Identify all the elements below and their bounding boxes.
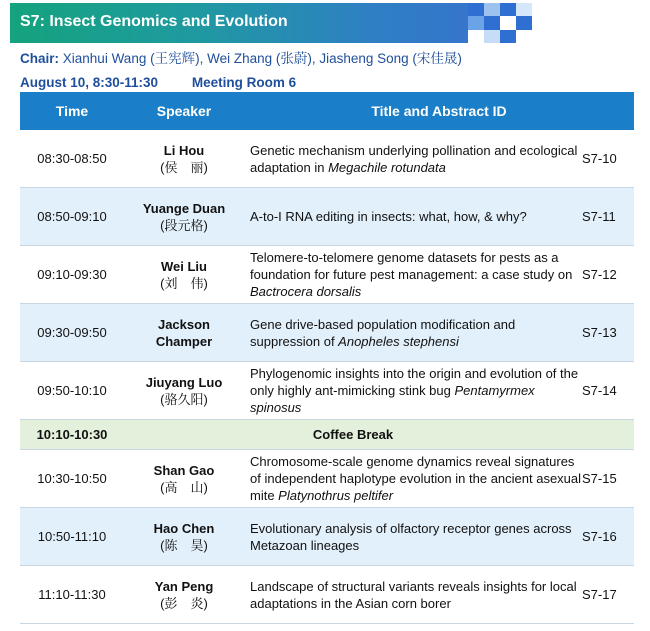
speaker-name: Hao Chen — [153, 520, 215, 536]
title-text: A-to-I RNA editing in insects: what, how, & why? — [250, 209, 527, 224]
row-time: 10:10-10:30 — [36, 427, 108, 442]
title-text: Chromosome-scale genome dynamics reveal signatures of independent haplotype evolution in the ancient asexual mite — [250, 454, 582, 503]
row-speaker — [124, 258, 244, 292]
row-speaker — [124, 520, 244, 554]
break-label: Coffee Break — [312, 427, 394, 442]
header-speaker: Speaker — [156, 103, 212, 119]
title-text: Evolutionary analysis of olfactory receptor genes across Metazoan lineages — [250, 520, 572, 553]
row-abstract-id: S7-10 — [582, 151, 617, 166]
chair-label: Chair: — [20, 51, 60, 66]
speaker-name-cn: (陈 昊) — [160, 537, 208, 553]
row-abstract-id: S7-11 — [582, 209, 616, 224]
title-species: Megachile rotundata — [328, 159, 446, 175]
title-text: Landscape of structural variants reveals insights for local adaptations in the Asian corn borer — [250, 578, 577, 611]
row-abstract-id: S7-12 — [582, 267, 617, 282]
title-text: Genetic mechanism underlying pollination and ecological adaptation in — [250, 142, 578, 175]
chair-names: Xianhui Wang (王宪辉), Wei Zhang (张蔚), Jiasheng Song (宋佳晟) — [62, 51, 462, 66]
speaker-name: Li Hou — [163, 142, 205, 158]
row-speaker — [124, 578, 244, 612]
coffee-break-row — [20, 420, 634, 450]
session-title: S7: Insect Genomics and Evolution — [20, 13, 288, 30]
title-text: Gene drive-based population modification and suppression of — [250, 316, 516, 349]
title-species: Platynothrus peltifer — [278, 488, 394, 503]
row-time: 09:30-09:50 — [37, 325, 107, 340]
table-row — [20, 362, 634, 420]
title-species: Bactrocera dorsalis — [250, 284, 362, 299]
table-row — [20, 188, 634, 246]
speaker-name: Jiuyang Luo — [145, 374, 223, 390]
row-time: 11:10-11:30 — [38, 587, 106, 602]
checker-logo-icon — [468, 3, 532, 43]
session-date: August 10, 8:30-11:30 — [20, 75, 159, 90]
schedule-table — [20, 92, 634, 624]
speaker-name: Yuange Duan — [142, 200, 226, 216]
row-title — [244, 578, 582, 612]
row-title — [244, 316, 582, 350]
row-title — [244, 208, 582, 225]
row-title — [244, 520, 582, 554]
speaker-name-cn: (段元格) — [160, 217, 208, 233]
speaker-name-cn: (彭 炎) — [160, 595, 208, 611]
speaker-name-cn: (高 山) — [160, 479, 208, 495]
row-title — [244, 142, 582, 176]
row-time: 09:10-09:30 — [37, 267, 107, 282]
title-species: Anopheles stephensi — [338, 333, 459, 349]
table-row — [20, 246, 634, 304]
speaker-name-cn: (骆久阳) — [160, 391, 208, 407]
row-speaker — [124, 142, 244, 176]
header-title: Title and Abstract ID — [371, 103, 507, 119]
speaker-name: Wei Liu — [161, 258, 207, 274]
row-speaker — [124, 316, 244, 350]
title-text: Telomere-to-telomere genome datasets for pests as a foundation for future pest management: a case study on — [250, 250, 573, 282]
session-room: Meeting Room 6 — [191, 75, 297, 90]
row-abstract-id: S7-15 — [582, 471, 617, 486]
row-title — [244, 249, 582, 300]
row-time: 08:50-09:10 — [37, 209, 107, 224]
row-time: 10:30-10:50 — [37, 471, 107, 486]
row-time: 10:50-11:10 — [37, 529, 107, 544]
speaker-name: Shan Gao — [153, 462, 215, 478]
row-abstract-id: S7-17 — [582, 587, 617, 602]
table-header — [20, 92, 634, 130]
row-time: 08:30-08:50 — [37, 151, 107, 166]
speaker-name-cn: (刘 伟) — [160, 275, 208, 291]
row-speaker — [124, 374, 244, 408]
row-abstract-id: S7-14 — [582, 383, 617, 398]
speaker-name: Jackson Champer — [155, 316, 213, 349]
session-chair — [20, 47, 462, 67]
title-species: Pentamyrmex spinosus — [250, 383, 535, 415]
session-date-room — [20, 75, 296, 90]
speaker-name-cn: (侯 丽) — [160, 159, 208, 175]
row-time: 09:50-10:10 — [37, 383, 107, 398]
speaker-name: Yan Peng — [154, 578, 214, 594]
row-title — [244, 365, 582, 416]
session-banner — [10, 3, 530, 43]
table-row — [20, 304, 634, 362]
row-abstract-id: S7-13 — [582, 325, 617, 340]
row-title — [244, 453, 582, 504]
row-speaker — [124, 200, 244, 234]
table-row — [20, 566, 634, 624]
header-time: Time — [55, 103, 89, 119]
title-text: Phylogenomic insights into the origin and evolution of the only highly ant-mimicking stink bug — [250, 366, 579, 398]
table-row — [20, 508, 634, 566]
table-row — [20, 450, 634, 508]
row-speaker — [124, 462, 244, 496]
table-row — [20, 130, 634, 188]
row-abstract-id: S7-16 — [582, 529, 617, 544]
